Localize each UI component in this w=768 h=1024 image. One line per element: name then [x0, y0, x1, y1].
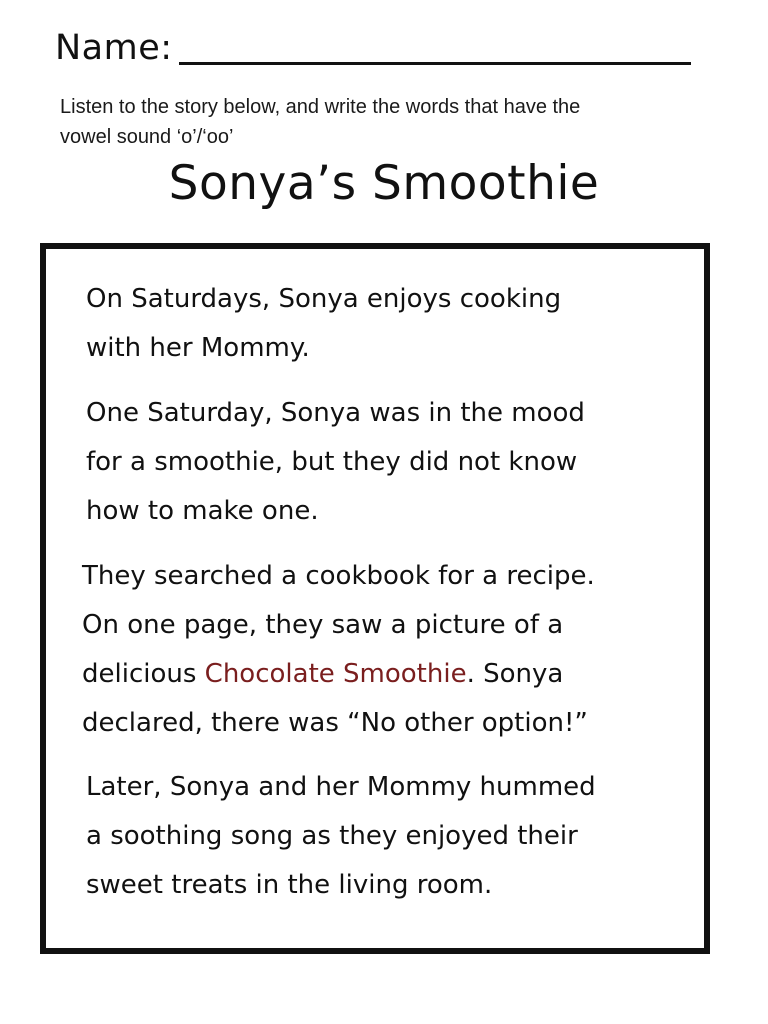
story-line-with-highlight: [82, 650, 595, 699]
name-write-line[interactable]: [179, 62, 691, 65]
story-line: declared, there was “No other option!”: [82, 708, 588, 738]
name-label: Name:: [55, 28, 173, 68]
name-row: [55, 22, 695, 72]
instructions-line-2: vowel sound ‘o’/‘oo’: [60, 126, 234, 148]
story-line: On one page, they saw a picture of a: [82, 610, 564, 640]
instructions: [60, 92, 720, 152]
story-text: . Sonya: [466, 659, 564, 689]
story-line: how to make one.: [86, 496, 319, 526]
story-line: One Saturday, Sonya was in the mood: [86, 398, 585, 428]
story-line: On Saturdays, Sonya enjoys cooking: [86, 284, 562, 314]
story-paragraph-3: [82, 552, 595, 748]
story-paragraph-1: [86, 275, 561, 373]
story-line: a soothing song as they enjoyed their: [86, 821, 578, 851]
highlighted-phrase: Chocolate Smoothie: [204, 659, 467, 689]
story-box: [40, 243, 710, 954]
story-line: Later, Sonya and her Mommy hummed: [86, 772, 596, 802]
story-title: Sonya’s Smoothie: [168, 156, 600, 211]
story-line: with her Mommy.: [86, 333, 310, 363]
story-line: for a smoothie, but they did not know: [86, 447, 578, 477]
story-text: delicious: [82, 659, 205, 689]
story-line: They searched a cookbook for a recipe.: [82, 561, 595, 591]
story-paragraph-2: [86, 389, 585, 536]
instructions-line-1: Listen to the story below, and write the words that have the: [60, 96, 581, 118]
story-paragraph-4: [86, 763, 596, 910]
story-line: sweet treats in the living room.: [86, 870, 493, 900]
